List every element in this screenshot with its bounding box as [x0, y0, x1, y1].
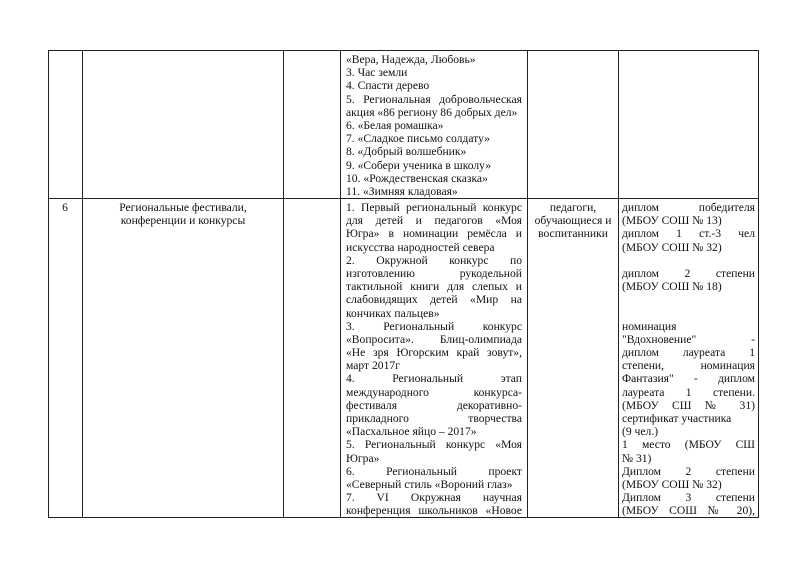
column-border [82, 50, 83, 518]
text-line: 7. VI Окружная научная [346, 491, 522, 505]
row-number: 6 [62, 201, 68, 214]
text-line: 8. «Добрый волшебник» [346, 145, 467, 159]
text-line: "Вдохновение" - [622, 332, 755, 346]
text-line: Югра» в номинации ремёсла и [346, 227, 522, 241]
text-line: (МБОУ СОШ № 18) [622, 280, 722, 294]
text-line: 4. Спасти дерево [346, 79, 430, 93]
column-border [618, 50, 619, 518]
text-line: искусства народностей севера [346, 240, 495, 254]
text-line: для детей и педагогов «Моя [346, 214, 522, 228]
text-line: изготовлению рукодельной [346, 266, 522, 280]
text-line: прикладного творчества [346, 412, 522, 425]
text-line: номинация [622, 319, 677, 333]
participants-cell [528, 201, 618, 241]
text-line: воспитанники [538, 227, 608, 241]
text-line: «Вера, Надежда, Любовь» [346, 53, 476, 66]
text-line: «Северный стиль «Вороний глаз» [346, 477, 513, 491]
text-line: 3. Час земли [346, 66, 408, 80]
text-line: «Вопросита». Блиц-олимпиада [346, 332, 522, 346]
text-line: педагоги, [549, 201, 597, 214]
text-line: 11. «Зимняя кладовая» [346, 184, 458, 198]
text-line: фестиваля декоративно- [346, 398, 522, 412]
text-line: (МБОУ СОШ № 13) [622, 214, 722, 228]
text-line: тактильной книги для слепых и [346, 280, 522, 294]
column-border [340, 50, 341, 518]
text-line: конференции и конкурсы [120, 214, 246, 228]
text-line: Диплом 3 степени [622, 491, 755, 505]
text-line: 3. Региональный конкурс [346, 319, 522, 333]
text-line: (МБОУ СШ № 31) [622, 398, 755, 412]
text-line: обучающиеся и [534, 214, 612, 228]
column-border [527, 50, 528, 518]
text-line: № 31) [622, 451, 652, 465]
text-line: международного конкурса- [346, 385, 522, 399]
text-line: 10. «Рождественская сказка» [346, 171, 488, 185]
text-line: 1 место (МБОУ СШ [622, 438, 755, 452]
text-line: акция «86 региону 86 добрых дел» [346, 105, 518, 119]
name-cell [83, 201, 283, 227]
text-line: «Не зря Югорским край зовут», [346, 346, 522, 360]
text-line: степени, номинация [622, 359, 755, 373]
text-line: март 2017г [346, 359, 400, 373]
text-line: 2. Окружной конкурс по [346, 253, 522, 267]
text-line: лауреата 1 степени. [622, 385, 755, 399]
text-line: диплом 1 ст.-3 чел [622, 227, 755, 241]
text-line: Фантазия" - диплом [622, 372, 755, 386]
text-line: конференция школьников «Новое [346, 504, 522, 518]
text-line: 6. Региональный проект [346, 464, 522, 478]
text-line: диплом победителя [622, 201, 755, 214]
row-divider [48, 198, 759, 199]
text-line: 1. Первый региональный конкурс [346, 201, 522, 214]
text-line: 4. Региональный этап [346, 372, 522, 386]
text-line: (МБОУ СОШ № 20), [622, 504, 755, 518]
text-line: «Пасхальное яйцо – 2017» [346, 425, 477, 439]
text-line: диплом 2 степени [622, 266, 755, 280]
text-line: Югра» [346, 451, 380, 465]
text-line: Диплом 2 степени [622, 464, 755, 478]
events-cell [346, 53, 522, 198]
text-line: слабовидящих детей «Мир на [346, 293, 522, 307]
text-line [622, 293, 755, 306]
column-border [48, 50, 49, 518]
results-cell [622, 201, 755, 518]
table-top-border [48, 50, 759, 51]
text-line: диплом лауреата 1 [622, 346, 755, 360]
text-line: 5. Региональная добровольческая [346, 92, 522, 106]
text-line [622, 254, 755, 267]
events-cell [346, 201, 522, 518]
text-line: (МБОУ СОШ № 32) [622, 240, 722, 254]
text-line [622, 307, 755, 320]
text-line: кончиках пальцев» [346, 306, 440, 320]
text-line: 5. Региональный конкурс «Моя [346, 438, 522, 452]
text-line: Региональные фестивали, [119, 201, 247, 214]
text-line: сертификат участника [622, 412, 732, 425]
text-line: (9 чел.) [622, 425, 659, 439]
text-line: 6. «Белая ромашка» [346, 118, 444, 132]
column-border [758, 50, 759, 518]
text-line: 9. «Собери ученика в школу» [346, 158, 492, 172]
text-line: 7. «Сладкое письмо солдату» [346, 132, 490, 146]
column-border [283, 50, 284, 518]
text-line: (МБОУ СОШ № 32) [622, 477, 722, 491]
